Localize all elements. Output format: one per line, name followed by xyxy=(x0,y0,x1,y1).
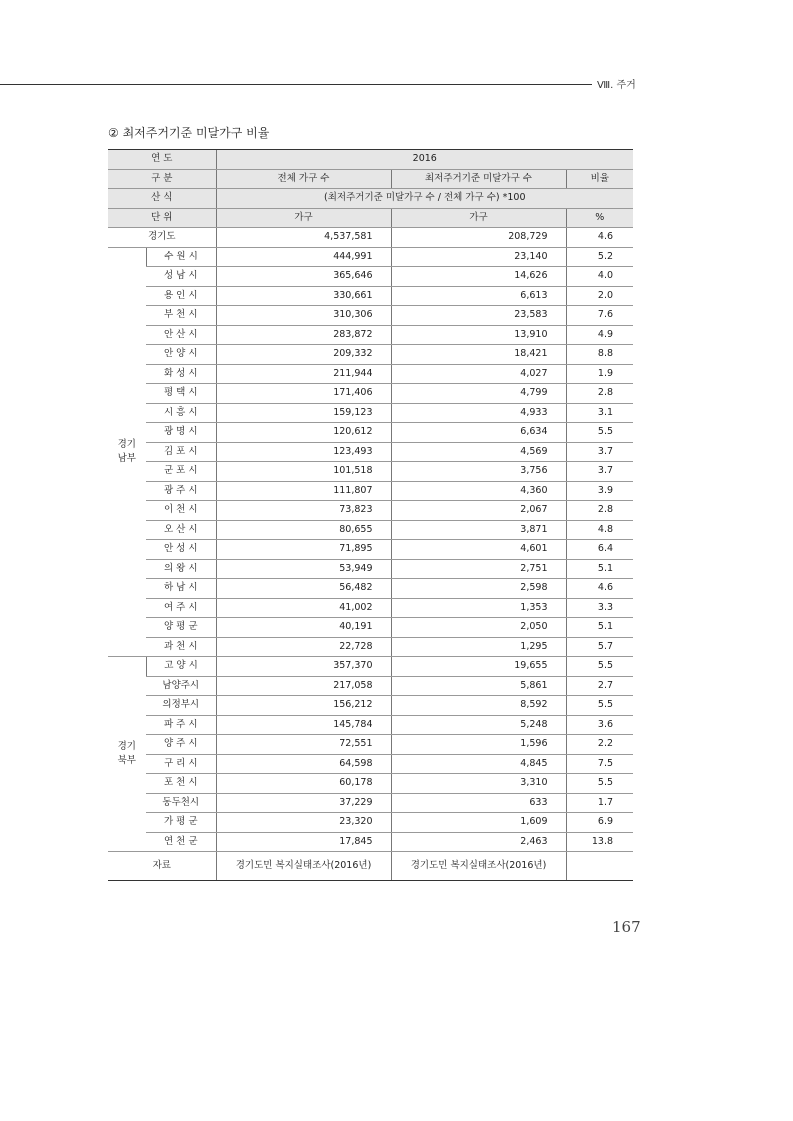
total-households: 80,655 xyxy=(216,520,391,540)
ratio-value: 2.7 xyxy=(566,676,633,696)
table-row xyxy=(108,247,633,267)
city-name: 화 성 시 xyxy=(146,364,216,384)
total-households: 101,518 xyxy=(216,462,391,482)
city-name: 의 왕 시 xyxy=(146,559,216,579)
ratio-value: 5.5 xyxy=(566,657,633,677)
ratio-value: 5.5 xyxy=(566,696,633,716)
under-standard-households: 2,598 xyxy=(391,579,566,599)
ratio-value: 5.5 xyxy=(566,423,633,443)
region-label-north: 경기 북부 xyxy=(108,657,146,852)
formula-value: (최저주거기준 미달가구 수 / 전체 가구 수) *100 xyxy=(216,189,633,209)
total-households: 365,646 xyxy=(216,267,391,287)
ratio-value: 2.8 xyxy=(566,384,633,404)
table-row xyxy=(108,481,633,501)
ratio-value: 6.4 xyxy=(566,540,633,560)
under-standard-households: 5,248 xyxy=(391,715,566,735)
ratio-value: 5.7 xyxy=(566,637,633,657)
total-households: 310,306 xyxy=(216,306,391,326)
city-name: 이 천 시 xyxy=(146,501,216,521)
source-row xyxy=(108,852,633,881)
table-row xyxy=(108,657,633,677)
source-ratio xyxy=(566,852,633,881)
city-name: 남양주시 xyxy=(146,676,216,696)
under-standard-households: 4,360 xyxy=(391,481,566,501)
city-name: 군 포 시 xyxy=(146,462,216,482)
ratio-value: 2.0 xyxy=(566,286,633,306)
city-name: 오 산 시 xyxy=(146,520,216,540)
table-row xyxy=(108,423,633,443)
under-standard-households: 3,310 xyxy=(391,774,566,794)
ratio-value: 7.5 xyxy=(566,754,633,774)
table-row xyxy=(108,813,633,833)
city-name: 고 양 시 xyxy=(146,657,216,677)
under-standard-households: 1,295 xyxy=(391,637,566,657)
under-standard-households: 1,609 xyxy=(391,813,566,833)
ratio-value: 4.8 xyxy=(566,520,633,540)
total-households: 159,123 xyxy=(216,403,391,423)
unit-under: 가구 xyxy=(391,208,566,228)
under-standard-households: 633 xyxy=(391,793,566,813)
table-row xyxy=(108,442,633,462)
total-households: 283,872 xyxy=(216,325,391,345)
table-row xyxy=(108,267,633,287)
source-total: 경기도민 복지실태조사(2016년) xyxy=(216,852,391,881)
ratio-value: 5.5 xyxy=(566,774,633,794)
section-title: ② 최저주거기준 미달가구 비율 xyxy=(108,126,270,140)
source-under: 경기도민 복지실태조사(2016년) xyxy=(391,852,566,881)
ratio-value: 3.6 xyxy=(566,715,633,735)
total-households: 64,598 xyxy=(216,754,391,774)
under-standard-households: 19,655 xyxy=(391,657,566,677)
ratio-value: 2.8 xyxy=(566,501,633,521)
total-households: 123,493 xyxy=(216,442,391,462)
under-standard-households: 6,613 xyxy=(391,286,566,306)
table-row xyxy=(108,676,633,696)
header-row-category xyxy=(108,169,633,189)
total-households: 444,991 xyxy=(216,247,391,267)
table-row xyxy=(108,540,633,560)
under-standard-households: 23,140 xyxy=(391,247,566,267)
total-households: 41,002 xyxy=(216,598,391,618)
category-label: 구 분 xyxy=(108,169,216,189)
total-households: 357,370 xyxy=(216,657,391,677)
ratio-value: 4.9 xyxy=(566,325,633,345)
header-row-formula xyxy=(108,189,633,209)
table-row xyxy=(108,832,633,852)
total-households: 37,229 xyxy=(216,793,391,813)
city-name: 시 흥 시 xyxy=(146,403,216,423)
total-households: 53,949 xyxy=(216,559,391,579)
table-row xyxy=(108,384,633,404)
under-standard-households: 2,050 xyxy=(391,618,566,638)
unit-label: 단 위 xyxy=(108,208,216,228)
total-households: 171,406 xyxy=(216,384,391,404)
page-number: 167 xyxy=(612,918,641,936)
ratio-value: 4.6 xyxy=(566,579,633,599)
ratio-value: 5.2 xyxy=(566,247,633,267)
table-row xyxy=(108,637,633,657)
under-standard-households: 14,626 xyxy=(391,267,566,287)
col-ratio-header: 비율 xyxy=(566,169,633,189)
ratio-value: 3.1 xyxy=(566,403,633,423)
total-households: 23,320 xyxy=(216,813,391,833)
ratio-value: 13.8 xyxy=(566,832,633,852)
total-households: 71,895 xyxy=(216,540,391,560)
table-row xyxy=(108,403,633,423)
under-standard-households: 2,067 xyxy=(391,501,566,521)
ratio-value: 3.7 xyxy=(566,462,633,482)
province-ratio: 4.6 xyxy=(566,228,633,248)
city-name: 의정부시 xyxy=(146,696,216,716)
table-row xyxy=(108,364,633,384)
province-row xyxy=(108,228,633,248)
table-row xyxy=(108,501,633,521)
city-name: 여 주 시 xyxy=(146,598,216,618)
total-households: 22,728 xyxy=(216,637,391,657)
under-standard-households: 2,751 xyxy=(391,559,566,579)
city-name: 김 포 시 xyxy=(146,442,216,462)
city-name: 광 주 시 xyxy=(146,481,216,501)
col-under-header: 최저주거기준 미달가구 수 xyxy=(391,169,566,189)
ratio-value: 2.2 xyxy=(566,735,633,755)
ratio-value: 5.1 xyxy=(566,618,633,638)
total-households: 72,551 xyxy=(216,735,391,755)
region-label-south: 경기 남부 xyxy=(108,247,146,657)
under-standard-households: 5,861 xyxy=(391,676,566,696)
total-households: 156,212 xyxy=(216,696,391,716)
city-name: 구 리 시 xyxy=(146,754,216,774)
table-row xyxy=(108,520,633,540)
city-name: 가 평 군 xyxy=(146,813,216,833)
total-households: 56,482 xyxy=(216,579,391,599)
table-row xyxy=(108,598,633,618)
total-households: 120,612 xyxy=(216,423,391,443)
city-name: 포 천 시 xyxy=(146,774,216,794)
city-name: 양 주 시 xyxy=(146,735,216,755)
under-standard-households: 4,933 xyxy=(391,403,566,423)
under-standard-households: 4,601 xyxy=(391,540,566,560)
total-households: 60,178 xyxy=(216,774,391,794)
city-name: 평 택 시 xyxy=(146,384,216,404)
city-name: 성 남 시 xyxy=(146,267,216,287)
ratio-value: 6.9 xyxy=(566,813,633,833)
table-row xyxy=(108,618,633,638)
col-total-header: 전체 가구 수 xyxy=(216,169,391,189)
under-standard-households: 18,421 xyxy=(391,345,566,365)
unit-total: 가구 xyxy=(216,208,391,228)
ratio-value: 1.9 xyxy=(566,364,633,384)
city-name: 과 천 시 xyxy=(146,637,216,657)
year-label: 연 도 xyxy=(108,150,216,170)
under-standard-households: 4,027 xyxy=(391,364,566,384)
ratio-value: 7.6 xyxy=(566,306,633,326)
city-name: 광 명 시 xyxy=(146,423,216,443)
table-row xyxy=(108,735,633,755)
province-name: 경기도 xyxy=(108,228,216,248)
total-households: 40,191 xyxy=(216,618,391,638)
year-value: 2016 xyxy=(216,150,633,170)
total-households: 217,058 xyxy=(216,676,391,696)
city-name: 양 평 군 xyxy=(146,618,216,638)
total-households: 111,807 xyxy=(216,481,391,501)
table-row xyxy=(108,462,633,482)
formula-label: 산 식 xyxy=(108,189,216,209)
under-standard-households: 13,910 xyxy=(391,325,566,345)
under-standard-households: 4,799 xyxy=(391,384,566,404)
under-standard-households: 4,845 xyxy=(391,754,566,774)
header-row-unit xyxy=(108,208,633,228)
under-standard-households: 1,353 xyxy=(391,598,566,618)
total-households: 209,332 xyxy=(216,345,391,365)
city-name: 파 주 시 xyxy=(146,715,216,735)
city-name: 안 양 시 xyxy=(146,345,216,365)
province-under: 208,729 xyxy=(391,228,566,248)
city-name: 용 인 시 xyxy=(146,286,216,306)
header-rule xyxy=(0,84,592,85)
ratio-value: 5.1 xyxy=(566,559,633,579)
under-standard-households: 4,569 xyxy=(391,442,566,462)
under-standard-households: 23,583 xyxy=(391,306,566,326)
ratio-value: 4.0 xyxy=(566,267,633,287)
city-name: 동두천시 xyxy=(146,793,216,813)
source-label: 자료 xyxy=(108,852,216,881)
unit-ratio: % xyxy=(566,208,633,228)
ratio-value: 3.9 xyxy=(566,481,633,501)
header-row-year xyxy=(108,150,633,170)
table-row xyxy=(108,559,633,579)
table-row xyxy=(108,754,633,774)
total-households: 73,823 xyxy=(216,501,391,521)
table-row xyxy=(108,774,633,794)
city-name: 안 성 시 xyxy=(146,540,216,560)
table-row xyxy=(108,715,633,735)
city-name: 수 원 시 xyxy=(146,247,216,267)
under-standard-households: 2,463 xyxy=(391,832,566,852)
under-standard-households: 6,634 xyxy=(391,423,566,443)
table-row xyxy=(108,325,633,345)
city-name: 안 산 시 xyxy=(146,325,216,345)
under-standard-households: 8,592 xyxy=(391,696,566,716)
table-row xyxy=(108,579,633,599)
table-row xyxy=(108,345,633,365)
total-households: 17,845 xyxy=(216,832,391,852)
city-name: 하 남 시 xyxy=(146,579,216,599)
ratio-value: 3.3 xyxy=(566,598,633,618)
total-households: 330,661 xyxy=(216,286,391,306)
total-households: 145,784 xyxy=(216,715,391,735)
ratio-value: 8.8 xyxy=(566,345,633,365)
under-standard-households: 1,596 xyxy=(391,735,566,755)
ratio-value: 1.7 xyxy=(566,793,633,813)
table-row xyxy=(108,793,633,813)
total-households: 211,944 xyxy=(216,364,391,384)
city-name: 부 천 시 xyxy=(146,306,216,326)
table-row xyxy=(108,306,633,326)
city-name: 연 천 군 xyxy=(146,832,216,852)
running-header: Ⅷ. 주거 xyxy=(597,80,636,91)
table-row xyxy=(108,286,633,306)
under-standard-households: 3,871 xyxy=(391,520,566,540)
table-row xyxy=(108,696,633,716)
ratio-value: 3.7 xyxy=(566,442,633,462)
province-total: 4,537,581 xyxy=(216,228,391,248)
data-table xyxy=(108,149,633,881)
under-standard-households: 3,756 xyxy=(391,462,566,482)
